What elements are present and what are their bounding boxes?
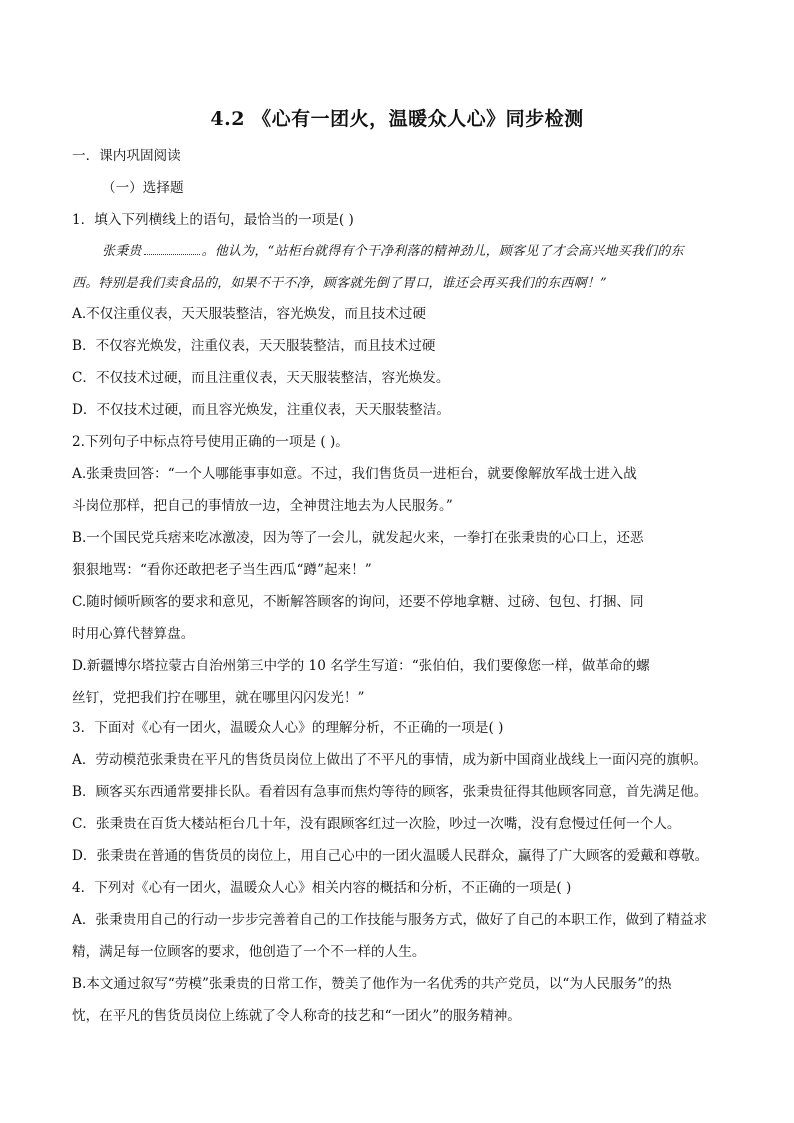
- question-2-option-c-line-1: C.随时倾听顾客的要求和意见，不断解答顾客的询问，还要不停地拿糖、过磅、包包、打捆、同: [72, 594, 644, 610]
- question-2-option-b-line-2: 狠狠地骂：“看你还敢把老子当生西瓜“蹲”起来！”: [72, 562, 372, 578]
- question-2-option-d-line-2: 丝钉，党把我们拧在哪里，就在哪里闪闪发光！”: [72, 690, 365, 706]
- question-1-option-a: A.不仅注重仪表，天天服装整洁，容光焕发，而且技术过硬: [72, 306, 426, 322]
- question-1-option-d: D．不仅技术过硬，而且容光焕发，注重仪表，天天服装整洁。: [72, 402, 450, 418]
- question-3-option-d: D．张秉贵在普通的售货员的岗位上，用自己心中的一团火温暖人民群众，赢得了广大顾客的爱戴和尊敬。: [72, 848, 709, 864]
- question-2-option-b-line-1: B.一个国民党兵痞来吃冰激凌，因为等了一会儿，就发起火来，一拳打在张秉贵的心口上，还恶: [72, 530, 644, 546]
- passage-lead: 张秉贵: [102, 244, 142, 259]
- question-1-passage-line-2: 西。特别是我们卖食品的，如果不干不净，顾客就先倒了胃口，谁还会再买我们的东西啊！”: [72, 276, 607, 291]
- question-2-option-c-line-2: 时用心算代替算盘。: [72, 626, 195, 642]
- question-4-option-b-line-2: 忱，在平凡的售货员岗位上练就了令人称奇的技艺和“一团火”的服务精神。: [72, 1008, 521, 1024]
- question-1-option-c: C．不仅技术过硬，而且注重仪表，天天服装整洁，容光焕发。: [72, 370, 450, 386]
- question-2-option-a-line-1: A.张秉贵回答：“一个人哪能事事如意。不过，我们售货员一进柜台，就要像解放军战士进入战: [72, 466, 637, 482]
- question-3-option-c: C．张秉贵在百货大楼站柜台几十年，没有跟顾客红过一次脸，吵过一次嘴，没有怠慢过任何一个人。: [72, 816, 681, 832]
- subsection-heading: （一）选择题: [102, 180, 184, 196]
- question-3-option-a: A．劳动模范张秉贵在平凡的售货员岗位上做出了不平凡的事情，成为新中国商业战线上一面闪亮的旗帜。: [72, 752, 708, 768]
- question-1-option-b: B．不仅容光焕发，注重仪表，天天服装整洁，而且技术过硬: [72, 338, 436, 354]
- fill-blank: [144, 242, 200, 255]
- passage-rest: 。他认为，“站柜台就得有个干净利落的精神劲儿，顾客见了才会高兴地买我们的东: [201, 244, 684, 259]
- question-2-option-d-line-1: D.新疆博尔塔拉蒙古自治州第三中学的 10 名学生写道：“张伯伯，我们要像您一样，做革命的螺: [72, 658, 650, 674]
- section-heading: 一．课内巩固阅读: [72, 148, 181, 164]
- page-title: 4.2 《心有一团火，温暖众人心》同步检测: [210, 108, 584, 130]
- question-1-stem: 1．填入下列横线上的语句，最恰当的一项是( ): [72, 212, 354, 228]
- question-3-option-b: B．顾客买东西通常要排长队。看着因有急事而焦灼等待的顾客，张秉贵征得其他顾客同意，首先满足他。: [72, 784, 708, 800]
- question-3-stem: 3．下面对《心有一团火，温暖众人心》的理解分析，不正确的一项是( ): [72, 720, 504, 736]
- question-1-passage-line-1: [102, 242, 762, 262]
- question-4-option-b-line-1: B.本文通过叙写“劳模”张秉贵的日常工作，赞美了他作为一名优秀的共产党员，以“为人民服务”的热: [72, 976, 672, 992]
- question-2-stem: 2.下列句子中标点符号使用正确的一项是 ( )。: [72, 434, 349, 450]
- question-4-option-a-line-1: A．张秉贵用自己的行动一步步完善着自己的工作技能与服务方式，做好了自己的本职工作，做到了精益求: [72, 912, 708, 928]
- question-4-stem: 4．下列对《心有一团火，温暖众人心》相关内容的概括和分析，不正确的一项是( ): [72, 880, 572, 896]
- question-4-option-a-line-2: 精，满足每一位顾客的要求，他创造了一个不一样的人生。: [72, 944, 426, 960]
- question-2-option-a-line-2: 斗岗位那样，把自己的事情放一边，全神贯注地去为人民服务。”: [72, 498, 453, 514]
